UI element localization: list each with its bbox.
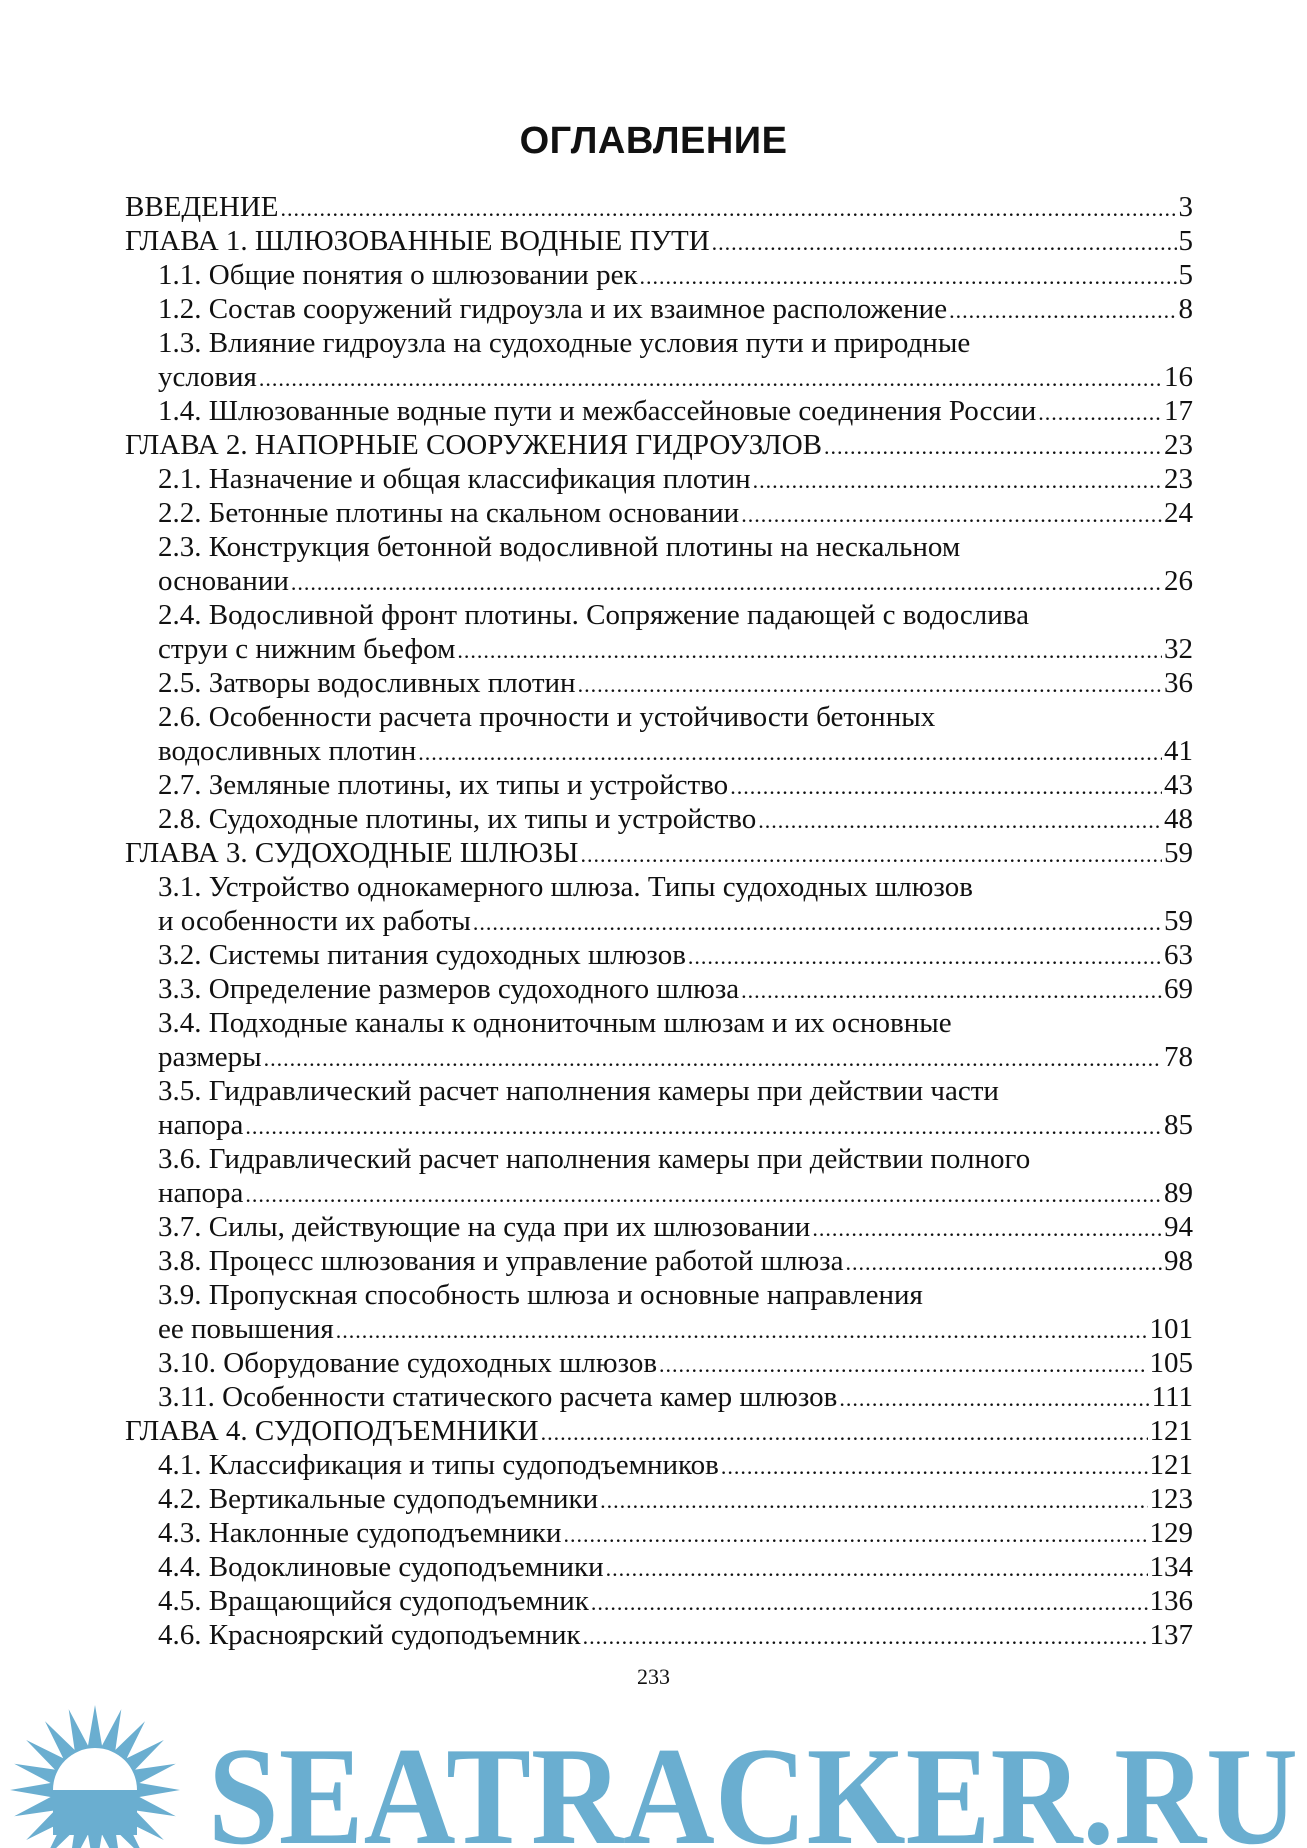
dot-leader <box>600 1482 1147 1516</box>
toc-entry-title: 1.1. Общие понятия о шлюзовании рек <box>158 259 638 291</box>
toc-entry-title: 4.5. Вращающийся судоподъемник <box>158 1585 589 1617</box>
toc-entry-title: основании <box>158 565 289 597</box>
toc-page-number: 3 <box>1178 191 1193 223</box>
page-number: 233 <box>637 1664 670 1689</box>
dot-leader <box>824 428 1162 462</box>
toc-section[interactable] <box>125 1448 1193 1482</box>
toc-line <box>125 904 1193 938</box>
toc-entry-title: 4.2. Вертикальные судоподъемники <box>158 1483 599 1515</box>
toc-section[interactable] <box>125 1006 1193 1074</box>
toc-line <box>125 1244 1193 1278</box>
toc-page-number: 48 <box>1164 803 1193 835</box>
toc-entry-title: ГЛАВА 2. НАПОРНЫЕ СООРУЖЕНИЯ ГИДРОУЗЛОВ <box>125 429 822 461</box>
toc-section[interactable] <box>125 1482 1193 1516</box>
toc-entry-title: ее повышения <box>158 1313 334 1345</box>
toc-line <box>125 1006 1193 1040</box>
toc-line <box>125 734 1193 768</box>
toc-section[interactable] <box>125 1210 1193 1244</box>
toc-entry-title: 1.4. Шлюзованные водные пути и межбассейновые соединения России <box>158 395 1037 427</box>
toc-line <box>125 1482 1193 1516</box>
toc-page-number: 89 <box>1164 1177 1193 1209</box>
toc-page-number: 85 <box>1164 1109 1193 1141</box>
toc-entry-title: и особенности их работы <box>158 905 471 937</box>
toc-line <box>125 1074 1193 1108</box>
toc-line <box>125 1176 1193 1210</box>
dot-leader <box>741 496 1162 530</box>
page-title: ОГЛАВЛЕНИЕ <box>519 120 788 162</box>
toc-page-number: 16 <box>1164 361 1193 393</box>
toc-entry-title: струи с нижним бьефом <box>158 633 456 665</box>
toc-line <box>125 360 1193 394</box>
toc-line <box>125 496 1193 530</box>
toc-entry-title: 3.3. Определение размеров судоходного шлюза <box>158 973 740 1005</box>
toc-chapter[interactable] <box>125 836 1193 870</box>
dot-leader <box>730 768 1162 802</box>
toc-section[interactable] <box>125 258 1193 292</box>
toc-entry-title: 4.6. Красноярский судоподъемник <box>158 1619 581 1651</box>
toc-section[interactable] <box>125 1074 1193 1142</box>
dot-leader <box>712 224 1177 258</box>
toc-page-number: 78 <box>1164 1041 1193 1073</box>
dot-leader <box>812 1210 1162 1244</box>
toc-section[interactable] <box>125 1244 1193 1278</box>
toc-chapter[interactable] <box>125 428 1193 462</box>
toc-section[interactable] <box>125 326 1193 394</box>
dot-leader <box>591 1584 1148 1618</box>
toc-entry-title: 2.6. Особенности расчета прочности и устойчивости бетонных <box>158 701 936 733</box>
watermark-text: SEATRACKER.RU <box>208 1719 1298 1848</box>
toc-section[interactable] <box>125 938 1193 972</box>
dot-leader <box>659 1346 1147 1380</box>
dot-leader <box>578 666 1162 700</box>
toc-section[interactable] <box>125 972 1193 1006</box>
toc-page-number: 105 <box>1149 1347 1193 1379</box>
toc-section[interactable] <box>125 1516 1193 1550</box>
toc-page-number: 129 <box>1149 1517 1193 1549</box>
toc-page-number: 43 <box>1164 769 1193 801</box>
toc-entry-title: 2.4. Водосливной фронт плотины. Сопряжение падающей с водослива <box>158 599 1029 631</box>
toc-page-number: 121 <box>1149 1415 1193 1447</box>
toc-entry-title: 3.8. Процесс шлюзования и управление работой шлюза <box>158 1245 844 1277</box>
toc-section[interactable] <box>125 1278 1193 1346</box>
toc-entry-title: 3.5. Гидравлический расчет наполнения камеры при действии части <box>158 1075 999 1107</box>
toc-line <box>125 428 1193 462</box>
watermark-logo <box>0 1700 1307 1848</box>
toc-section[interactable] <box>125 1550 1193 1584</box>
toc-page-number: 32 <box>1164 633 1193 665</box>
toc-page-number: 63 <box>1164 939 1193 971</box>
toc-line <box>125 1380 1193 1414</box>
toc-line <box>125 972 1193 1006</box>
toc-entry-title: 3.10. Оборудование судоходных шлюзов <box>158 1347 658 1379</box>
toc-entry-title: ВВЕДЕНИЕ <box>125 191 279 223</box>
dot-leader <box>741 972 1162 1006</box>
toc-section[interactable] <box>125 1346 1193 1380</box>
dot-leader <box>606 1550 1148 1584</box>
dot-leader <box>264 1040 1162 1074</box>
toc-entry-title: водосливных плотин <box>158 735 417 767</box>
toc-line <box>125 700 1193 734</box>
table-of-contents <box>125 190 1193 1652</box>
toc-entry-title: 3.9. Пропускная способность шлюза и основные направления <box>158 1279 923 1311</box>
dot-leader <box>688 938 1162 972</box>
toc-chapter[interactable] <box>125 224 1193 258</box>
dot-leader <box>541 1414 1148 1448</box>
toc-entry-title: 4.3. Наклонные судоподъемники <box>158 1517 562 1549</box>
toc-entry-title: 3.4. Подходные каналы к однониточным шлюзам и их основные <box>158 1007 952 1039</box>
dot-leader <box>753 462 1162 496</box>
toc-entry-title: напора <box>158 1177 244 1209</box>
toc-line <box>125 1346 1193 1380</box>
toc-entry-title: 3.6. Гидравлический расчет наполнения камеры при действии полного <box>158 1143 1031 1175</box>
toc-line <box>125 1618 1193 1652</box>
toc-line <box>125 1142 1193 1176</box>
toc-page-number: 59 <box>1164 905 1193 937</box>
toc-page-number: 59 <box>1164 837 1193 869</box>
toc-page-number: 5 <box>1178 259 1193 291</box>
toc-entry-title: 2.7. Земляные плотины, их типы и устройство <box>158 769 729 801</box>
toc-line <box>125 292 1193 326</box>
toc-entry-title: размеры <box>158 1041 262 1073</box>
toc-section[interactable] <box>125 1380 1193 1414</box>
toc-entry-title: 3.11. Особенности статического расчета камер шлюзов <box>158 1381 838 1413</box>
toc-page-number: 36 <box>1164 667 1193 699</box>
toc-entry-title: 2.1. Назначение и общая классификация плотин <box>158 463 751 495</box>
dot-leader <box>583 1618 1148 1652</box>
toc-page-number: 111 <box>1151 1381 1193 1413</box>
toc-line <box>125 258 1193 292</box>
toc-line <box>125 224 1193 258</box>
toc-line <box>125 1448 1193 1482</box>
toc-section[interactable] <box>125 496 1193 530</box>
dot-leader <box>758 802 1162 836</box>
toc-line <box>125 768 1193 802</box>
toc-entry-title: 2.3. Конструкция бетонной водосливной плотины на нескальном <box>158 531 961 563</box>
dot-leader <box>457 632 1162 666</box>
toc-page-number: 17 <box>1164 395 1193 427</box>
toc-page-number: 121 <box>1149 1449 1193 1481</box>
dot-leader <box>845 1244 1162 1278</box>
dot-leader <box>949 292 1176 326</box>
toc-entry-title: 2.8. Судоходные плотины, их типы и устройство <box>158 803 757 835</box>
toc-section[interactable] <box>125 598 1193 666</box>
toc-entry-title: 1.3. Влияние гидроузла на судоходные условия пути и природные <box>158 327 971 359</box>
toc-entry-title: 2.2. Бетонные плотины на скальном основании <box>158 497 740 529</box>
toc-line <box>125 1278 1193 1312</box>
toc-entry-title: 3.2. Системы питания судоходных шлюзов <box>158 939 686 971</box>
toc-section[interactable] <box>125 530 1193 598</box>
dot-leader <box>473 904 1162 938</box>
toc-entry-title: ГЛАВА 1. ШЛЮЗОВАННЫЕ ВОДНЫЕ ПУТИ <box>125 225 710 257</box>
toc-chapter[interactable] <box>125 1414 1193 1448</box>
toc-chapter[interactable] <box>125 190 1193 224</box>
dot-leader <box>580 836 1162 870</box>
toc-section[interactable] <box>125 462 1193 496</box>
toc-line <box>125 1550 1193 1584</box>
toc-page-number: 5 <box>1178 225 1193 257</box>
toc-page-number: 134 <box>1149 1551 1193 1583</box>
dot-leader <box>291 564 1162 598</box>
toc-line <box>125 1210 1193 1244</box>
toc-page-number: 101 <box>1149 1313 1193 1345</box>
dot-leader <box>245 1108 1162 1142</box>
toc-entry-title: 3.1. Устройство однокамерного шлюза. Типы судоходных шлюзов <box>158 871 973 903</box>
toc-section[interactable] <box>125 394 1193 428</box>
sun-icon <box>10 1705 180 1848</box>
toc-entry-title: напора <box>158 1109 244 1141</box>
toc-entry-title: 4.4. Водоклиновые судоподъемники <box>158 1551 604 1583</box>
toc-section[interactable] <box>125 292 1193 326</box>
toc-page-number: 137 <box>1149 1619 1193 1651</box>
toc-page-number: 69 <box>1164 973 1193 1005</box>
dot-leader <box>259 360 1162 394</box>
toc-section[interactable] <box>125 802 1193 836</box>
toc-line <box>125 462 1193 496</box>
toc-page-number: 98 <box>1164 1245 1193 1277</box>
toc-page-number: 26 <box>1164 565 1193 597</box>
toc-line <box>125 530 1193 564</box>
toc-line <box>125 1312 1193 1346</box>
toc-entry-title: 4.1. Классификация и типы судоподъемников <box>158 1449 719 1481</box>
toc-line <box>125 1414 1193 1448</box>
toc-line <box>125 1584 1193 1618</box>
toc-line <box>125 802 1193 836</box>
toc-line <box>125 1516 1193 1550</box>
toc-section[interactable] <box>125 768 1193 802</box>
toc-section[interactable] <box>125 1142 1193 1210</box>
toc-entry-title: ГЛАВА 3. СУДОХОДНЫЕ ШЛЮЗЫ <box>125 837 579 869</box>
toc-page-number: 41 <box>1164 735 1193 767</box>
dot-leader <box>1038 394 1162 428</box>
toc-page-number: 23 <box>1164 429 1193 461</box>
toc-line <box>125 190 1193 224</box>
toc-line <box>125 870 1193 904</box>
toc-page-number: 8 <box>1178 293 1193 325</box>
toc-section[interactable] <box>125 1618 1193 1652</box>
dot-leader <box>640 258 1177 292</box>
toc-page-number: 136 <box>1149 1585 1193 1617</box>
toc-line <box>125 666 1193 700</box>
toc-page-number: 24 <box>1164 497 1193 529</box>
toc-line <box>125 1040 1193 1074</box>
toc-section[interactable] <box>125 700 1193 768</box>
toc-entry-title: условия <box>158 361 257 393</box>
dot-leader <box>281 190 1177 224</box>
dot-leader <box>721 1448 1148 1482</box>
toc-line <box>125 632 1193 666</box>
toc-line <box>125 1108 1193 1142</box>
dot-leader <box>336 1312 1148 1346</box>
toc-section[interactable] <box>125 666 1193 700</box>
toc-line <box>125 836 1193 870</box>
toc-page-number: 23 <box>1164 463 1193 495</box>
toc-line <box>125 394 1193 428</box>
toc-page-number: 123 <box>1149 1483 1193 1515</box>
toc-line <box>125 938 1193 972</box>
toc-line <box>125 598 1193 632</box>
toc-page-number: 94 <box>1164 1211 1193 1243</box>
toc-entry-title: ГЛАВА 4. СУДОПОДЪЕМНИКИ <box>125 1415 539 1447</box>
toc-section[interactable] <box>125 870 1193 938</box>
toc-entry-title: 3.7. Силы, действующие на суда при их шлюзовании <box>158 1211 811 1243</box>
toc-line <box>125 564 1193 598</box>
dot-leader <box>245 1176 1162 1210</box>
dot-leader <box>564 1516 1148 1550</box>
toc-line <box>125 326 1193 360</box>
dot-leader <box>839 1380 1149 1414</box>
toc-entry-title: 2.5. Затворы водосливных плотин <box>158 667 576 699</box>
dot-leader <box>418 734 1162 768</box>
toc-entry-title: 1.2. Состав сооружений гидроузла и их взаимное расположение <box>158 293 948 325</box>
toc-section[interactable] <box>125 1584 1193 1618</box>
